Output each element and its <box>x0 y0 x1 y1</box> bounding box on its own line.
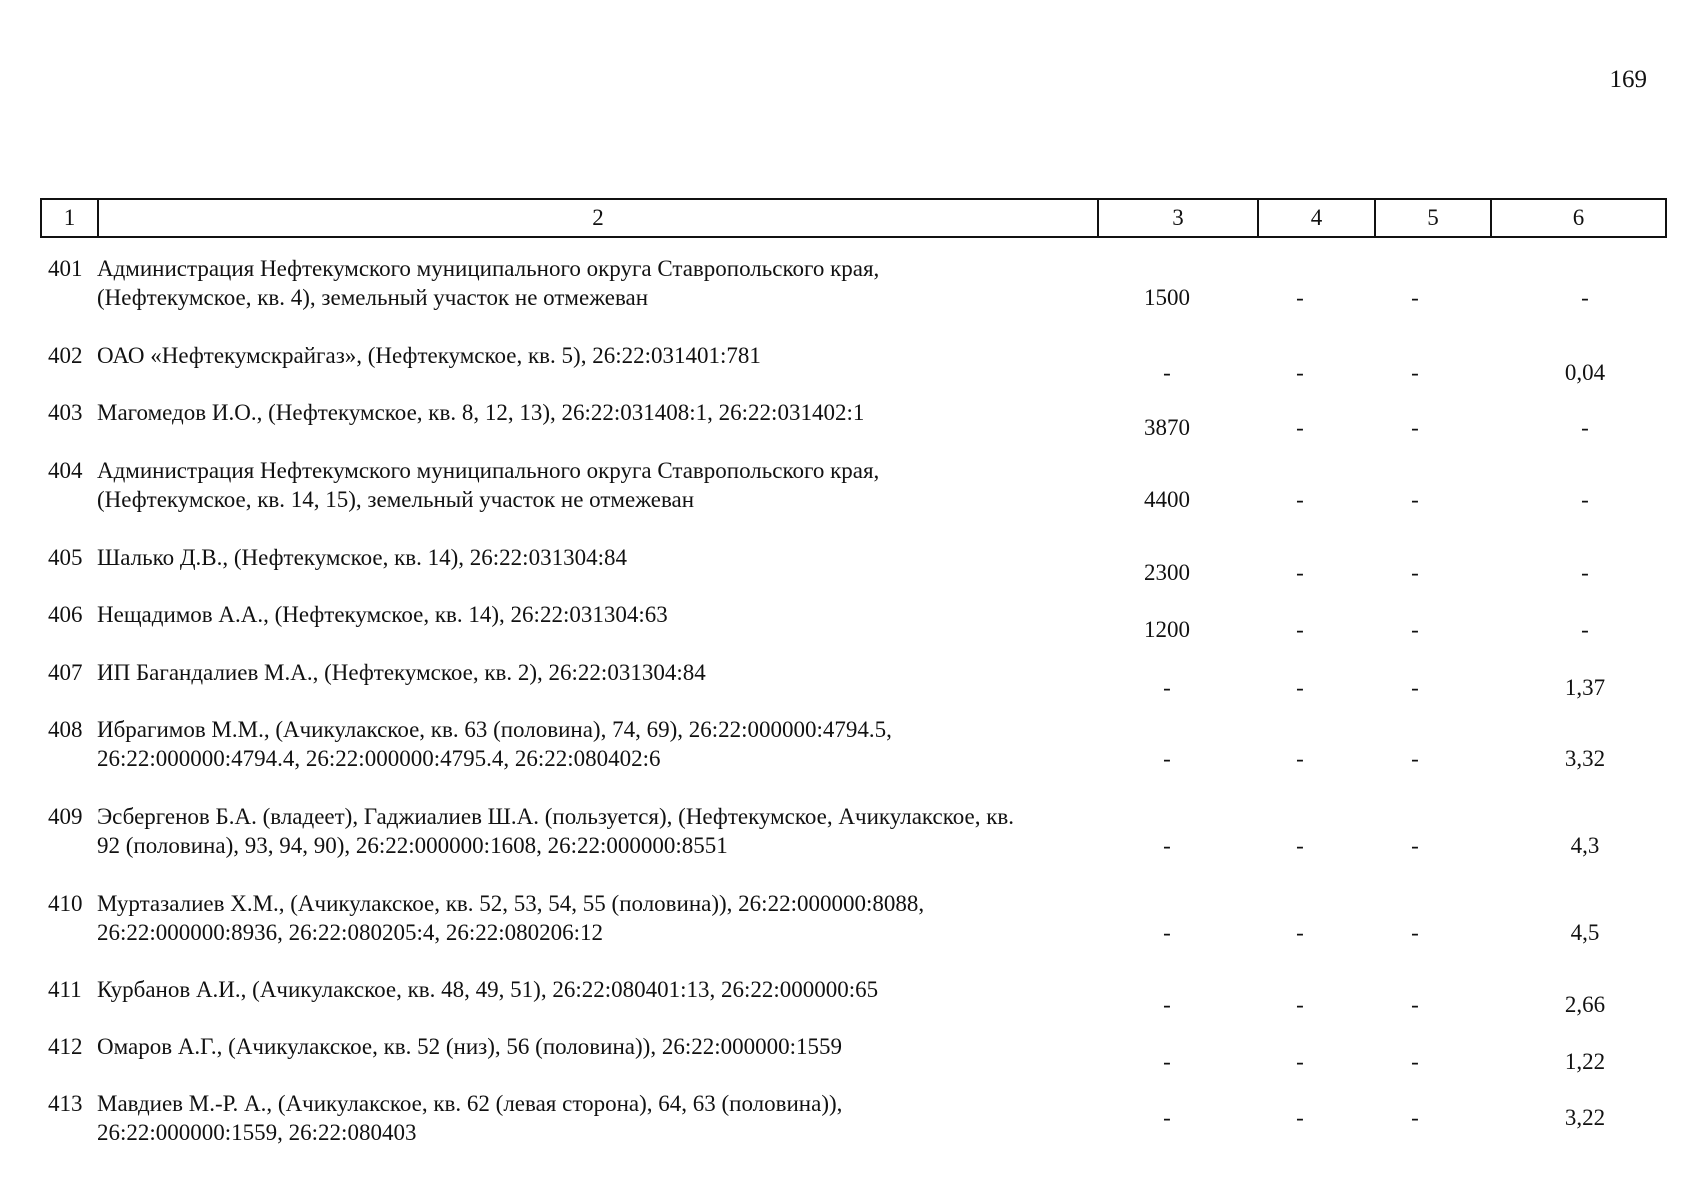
row-number: 405 <box>48 545 83 570</box>
row-col5: - <box>1411 487 1419 512</box>
row-description: Магомедов И.О., (Нефтекумское, кв. 8, 12, 13), 26:22:031408:1, 26:22:031402:1 <box>97 400 865 425</box>
row-col3: - <box>1163 1049 1171 1074</box>
row-col4: - <box>1296 746 1304 771</box>
column-header-5: 5 <box>1375 199 1491 237</box>
row-description: Шалько Д.В., (Нефтекумское, кв. 14), 26:22:031304:84 <box>97 545 627 570</box>
row-number: 404 <box>48 458 83 483</box>
row-description: ОАО «Нефтекумскрайгаз», (Нефтекумское, кв. 5), 26:22:031401:781 <box>97 343 761 368</box>
row-col3: 1200 <box>1144 617 1190 642</box>
row-col5: - <box>1411 920 1419 945</box>
row-number: 410 <box>48 891 83 916</box>
row-description: Администрация Нефтекумского муниципального округа Ставропольского края, (Нефтекумское, кв. 4), земельный участок не отмежеван <box>97 256 880 310</box>
row-col3: - <box>1163 992 1171 1017</box>
row-col5: - <box>1411 617 1419 642</box>
row-col5: - <box>1411 415 1419 440</box>
row-col4: - <box>1296 560 1304 585</box>
row-col4: - <box>1296 833 1304 858</box>
row-description: Нещадимов А.А., (Нефтекумское, кв. 14), 26:22:031304:63 <box>97 602 668 627</box>
row-col3: - <box>1163 675 1171 700</box>
column-header-4: 4 <box>1258 199 1375 237</box>
column-header-6: 6 <box>1491 199 1666 237</box>
row-col4: - <box>1296 675 1304 700</box>
row-col5: - <box>1411 360 1419 385</box>
row-col5: - <box>1411 833 1419 858</box>
row-col4: - <box>1296 1049 1304 1074</box>
row-number: 411 <box>48 977 82 1002</box>
row-col3: 3870 <box>1144 415 1190 440</box>
column-header-table <box>40 198 1667 238</box>
row-col5: - <box>1411 285 1419 310</box>
row-col6: - <box>1581 560 1589 585</box>
row-description: Омаров А.Г., (Ачикулакское, кв. 52 (низ), 56 (половина)), 26:22:000000:1559 <box>97 1034 842 1059</box>
row-description: Курбанов А.И., (Ачикулакское, кв. 48, 49, 51), 26:22:080401:13, 26:22:000000:65 <box>97 977 879 1002</box>
row-number: 413 <box>48 1091 83 1116</box>
row-number: 406 <box>48 602 83 627</box>
row-col6: - <box>1581 285 1589 310</box>
row-number: 408 <box>48 717 83 742</box>
row-col4: - <box>1296 415 1304 440</box>
row-number: 403 <box>48 400 83 425</box>
column-header-2: 2 <box>98 199 1098 237</box>
row-col3: 1500 <box>1144 285 1190 310</box>
row-col6: 2,66 <box>1564 992 1606 1017</box>
row-col3: 4400 <box>1144 487 1190 512</box>
row-col3: - <box>1163 1105 1171 1130</box>
row-description: Эсбергенов Б.А. (владеет), Гаджиалиев Ш.А. (пользуется), (Нефтекумское, Ачикулакское, кв. 92 (половина), 93, 94, 90), 26:22:000000:1608, 26:22:000000:8551 <box>97 804 1014 858</box>
page-number: 169 <box>1609 66 1647 93</box>
row-col5: - <box>1411 560 1419 585</box>
row-col5: - <box>1411 675 1419 700</box>
row-col5: - <box>1411 992 1419 1017</box>
row-col6: - <box>1581 415 1589 440</box>
row-col6: 3,32 <box>1564 746 1606 771</box>
row-col3: - <box>1163 360 1171 385</box>
row-col4: - <box>1296 1105 1304 1130</box>
row-col6: 1,37 <box>1564 675 1606 700</box>
column-header-row <box>41 199 1666 237</box>
row-col6: 4,5 <box>1570 920 1600 945</box>
column-header-1: 1 <box>41 199 98 237</box>
row-col3: - <box>1163 920 1171 945</box>
row-col6: - <box>1581 617 1589 642</box>
column-header-3: 3 <box>1098 199 1258 237</box>
row-col4: - <box>1296 285 1304 310</box>
row-description: Муртазалиев Х.М., (Ачикулакское, кв. 52, 53, 54, 55 (половина)), 26:22:000000:8088, 26:22:000000:8936, 26:22:080205:4, 26:22:080206:12 <box>97 891 925 945</box>
row-col3: - <box>1163 833 1171 858</box>
row-col4: - <box>1296 617 1304 642</box>
row-col6: - <box>1581 487 1589 512</box>
row-col3: 2300 <box>1144 560 1190 585</box>
row-description: ИП Багандалиев М.А., (Нефтекумское, кв. 2), 26:22:031304:84 <box>97 660 706 685</box>
row-number: 409 <box>48 804 83 829</box>
row-col5: - <box>1411 1105 1419 1130</box>
row-col3: - <box>1163 746 1171 771</box>
row-col4: - <box>1296 360 1304 385</box>
row-number: 412 <box>48 1034 83 1059</box>
row-description: Ибрагимов М.М., (Ачикулакское, кв. 63 (половина), 74, 69), 26:22:000000:4794.5, 26:22:000000:4794.4, 26:22:000000:4795.4, 26:22:080402:6 <box>97 717 892 771</box>
row-col4: - <box>1296 920 1304 945</box>
row-description: Администрация Нефтекумского муниципального округа Ставропольского края, (Нефтекумское, кв. 14, 15), земельный участок не отмежеван <box>97 458 880 512</box>
row-col6: 3,22 <box>1564 1105 1606 1130</box>
row-col4: - <box>1296 487 1304 512</box>
row-col4: - <box>1296 992 1304 1017</box>
row-number: 401 <box>48 256 83 281</box>
row-col5: - <box>1411 746 1419 771</box>
row-col6: 4,3 <box>1570 833 1600 858</box>
row-col6: 0,04 <box>1564 360 1606 385</box>
row-number: 402 <box>48 343 83 368</box>
row-col6: 1,22 <box>1564 1049 1606 1074</box>
row-number: 407 <box>48 660 83 685</box>
row-col5: - <box>1411 1049 1419 1074</box>
row-description: Мавдиев М.-Р. А., (Ачикулакское, кв. 62 (левая сторона), 64, 63 (половина)), 26:22:000000:1559, 26:22:080403 <box>97 1091 843 1145</box>
